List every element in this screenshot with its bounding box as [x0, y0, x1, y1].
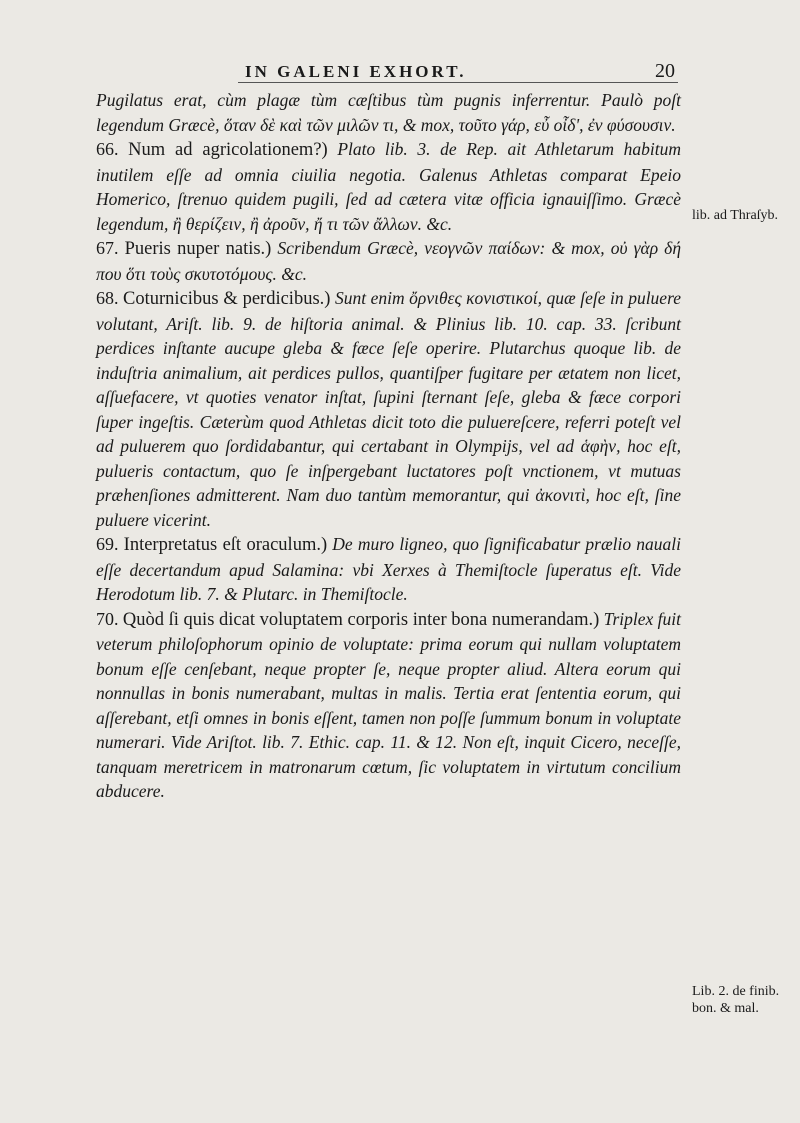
page-number: 20	[655, 60, 675, 82]
note-66	[96, 137, 681, 236]
note-67	[96, 236, 681, 286]
note-lemma: Pueris nuper natis.)	[124, 239, 272, 259]
note-number: 66.	[96, 139, 119, 159]
note-69	[96, 532, 681, 607]
note-commentary: Sunt enim ὄρνιθες κονιστικοί, quæ ſeſe in puluere volutant, Ariſt. lib. 9. de hiſtoria animal. & Plinius lib. 10. cap. 33. ſcribunt perdices inſtante aucupe gleba & fæce ſeſe operire. Plutarchus quoque lib. de induſtria animalium, ait perdices pullos, quantiſper fugitare per ætatem non licet, aſſuefacere, vt quoties venator inſtat, ſupini ſternant ſeſe, gleba & fæce corpori ſuper ingeſtis. Cæterùm quod Athletas dicit toto die puluereſcere, referri poteſt vel ad puluerem quo ſordidabantur, qui certabant in Olympijs, vel ad ἁφὴν, hoc eſt, pulueris contactum, quo ſe inſpergebant luctatores poſt vnctionem, vt mutuas præhenſiones admitterent. Nam duo tantùm memorantur, qui ἀκονιτὶ, hoc eſt, ſine puluere vicerint.	[96, 288, 682, 530]
margin-note: Lib. 2. de finib. bon. & mal.	[692, 984, 780, 1016]
note-commentary: Plato lib. 3. de Rep. ait Athletarum habitum inutilem eſſe ad omnia ciuilia negotia. Galenus Athletas comparat Epeio Homerico, ſtrenuo quidem pugili, ſed ad cætera vitæ officia ignauiſſimo. Græcè legendum, ἢ θερίζειν, ἢ ἀροῦν, ἤ τι τῶν ἄλλων. &c.	[96, 139, 682, 234]
note-number: 70.	[96, 608, 119, 629]
note-number: 68.	[96, 288, 119, 308]
margin-note: lib. ad Thraſyb.	[692, 208, 779, 223]
note-commentary: Scribendum Græcè, νεογνῶν παίδων: & mox, οὐ γὰρ δή που ὅτι τοὺς σκυτοτόμους. &c.	[96, 238, 681, 284]
running-title: IN GALENI EXHORT.	[245, 62, 467, 81]
page-header	[0, 62, 800, 84]
note-lemma: Interpretatus eſt oraculum.)	[123, 535, 328, 555]
note-68	[96, 286, 681, 532]
note-lemma: Num ad agricolationem?)	[128, 140, 328, 160]
note-commentary: De muro ligneo, quo ſignificabatur prælio nauali eſſe decertandum apud Salamina: vbi Xerxes à Themiſtocle ſuperatus eſt. Vide Herodotum lib. 7. & Plutarc. in Themiſtocle.	[96, 534, 682, 604]
header-rule	[238, 82, 678, 83]
note-commentary: Triplex fuit veterum philoſophorum opinio de voluptate: prima eorum qui nullam voluptatem bonum eſſe cenſebant, neque propter ſe, neque propter aliud. Altera eorum qui nonnullas in bonis numerabant, multas in malis. Tertia erat ſententia eorum, qui aſſerebant, etſi omnes in bonis eſſent, tamen non poſſe ſummum bonum in voluptate numerari. Vide Ariſtot. lib. 7. Ethic. cap. 11. & 12. Non eſt, inquit Cicero, neceſſe, tanquam meretricem in matronarum cœtum, ſic voluptatem in virtutum concilium abducere.	[96, 608, 681, 801]
note-continuation	[96, 88, 681, 137]
note-number: 69.	[96, 534, 119, 554]
commentary-body	[96, 88, 681, 804]
note-lemma: Quòd ſi quis dicat voluptatem corporis inter bona numerandam.)	[122, 609, 600, 630]
note-number: 67.	[96, 238, 119, 258]
note-70	[96, 607, 681, 804]
note-commentary: Pugilatus erat, cùm plagæ tùm cæſtibus tùm pugnis inferrentur. Paulò poſt legendum Græcè, ὅταν δὲ καὶ τῶν μιλῶν τι, & mox, τοῦτο γάρ, εὖ οἶδ', ἐν φύσουσιν.	[96, 90, 681, 135]
note-lemma: Coturnicibus & perdicibus.)	[123, 289, 331, 309]
